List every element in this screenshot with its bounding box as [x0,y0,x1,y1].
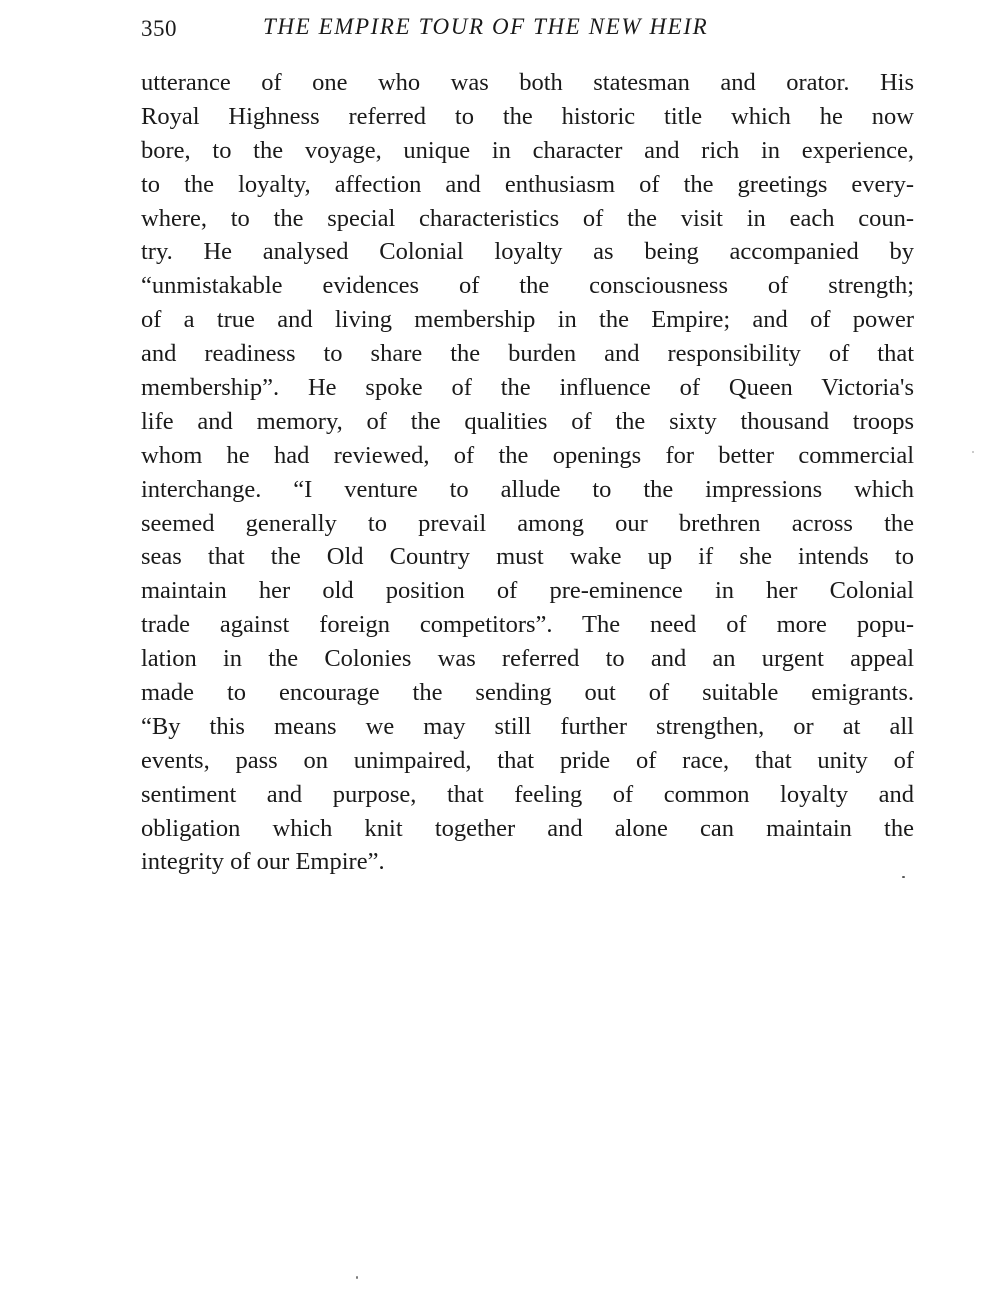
body-paragraph [141,66,914,879]
text-line: of a true and living membership in the Empire; and of power [141,306,914,334]
text-line: made to encourage the sending out of suitable emigrants. [141,679,914,707]
text-line: “unmistakable evidences of the consciousness of strength; [141,272,914,300]
text-line: life and memory, of the qualities of the sixty thousand troops [141,407,914,435]
text-line: where, to the special characteristics of the visit in each coun- [141,204,914,232]
scan-speck [902,876,905,878]
text-line: lation in the Colonies was referred to and an urgent appeal [141,645,914,673]
running-head [141,14,914,44]
text-line: seas that the Old Country must wake up if she intends to [141,543,914,571]
text-line: utterance of one who was both statesman and orator. His [141,69,914,96]
text-line: membership”. He spoke of the influence of Queen Victoria's [141,374,914,402]
scan-speck [972,451,974,453]
text-line: trade against foreign competitors”. The need of more popu- [141,611,914,639]
text-line: events, pass on unimpaired, that pride of race, that unity of [141,746,914,774]
text-line: “By this means we may still further strengthen, or at all [141,712,914,740]
text-line: to the loyalty, affection and enthusiasm of the greetings every- [141,170,914,198]
text-line: seemed generally to prevail among our brethren across the [141,509,914,537]
scan-speck [356,1276,358,1279]
text-line: Royal Highness referred to the historic title which he now [141,102,914,130]
running-head-title: THE EMPIRE TOUR OF THE NEW HEIR [263,14,709,39]
text-line: obligation which knit together and alone can maintain the [141,814,914,842]
text-line: whom he had reviewed, of the openings for better commercial [141,441,914,469]
text-line: bore, to the voyage, unique in character and rich in experience, [141,136,914,164]
text-line: sentiment and purpose, that feeling of common loyalty and [141,780,914,808]
text-line: maintain her old position of pre-eminence in her Colonial [141,577,914,605]
text-line: try. He analysed Colonial loyalty as being accompanied by [141,238,914,266]
text-line: and readiness to share the burden and responsibility of that [141,340,914,368]
text-line-last: integrity of our Empire”. [141,848,385,876]
text-line: interchange. “I venture to allude to the impressions which [141,475,914,503]
page-number: 350 [141,16,177,41]
